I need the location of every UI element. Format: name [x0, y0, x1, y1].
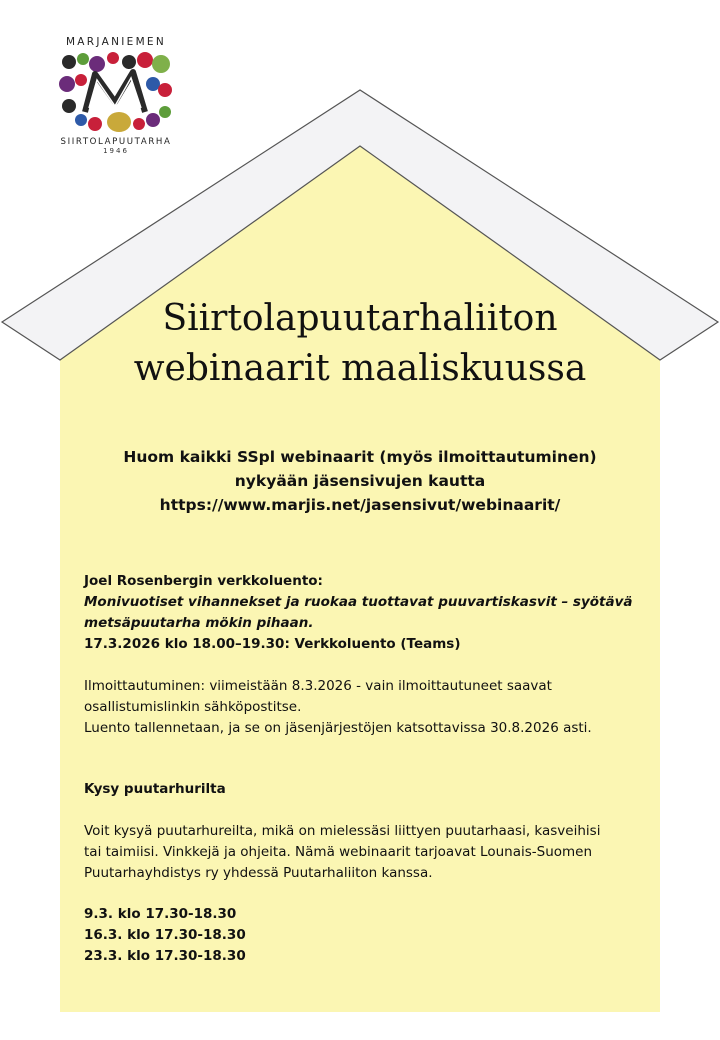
lecture-section: [84, 571, 644, 655]
fruit-monogram-icon: [57, 50, 175, 136]
lecture-subtitle-2: metsäpuutarha mökin pihaan.: [84, 615, 314, 631]
ask-date-3: 23.3. klo 17.30-18.30: [84, 948, 246, 964]
notice-link[interactable]: https://www.marjis.net/jasensivut/webinaarit/: [159, 496, 561, 514]
ask-date-1: 9.3. klo 17.30-18.30: [84, 906, 237, 922]
registration-line-2: osallistumislinkin sähköpostitse.: [84, 699, 302, 715]
logo-year: 1946: [103, 147, 129, 155]
registration-line-1: Ilmoittautuminen: viimeistään 8.3.2026 - vain ilmoittautuneet saavat: [84, 678, 552, 694]
title-line-2: webinaarit maaliskuussa: [133, 348, 587, 389]
logo-name-top: MARJANIEMEN: [65, 36, 167, 48]
organization-logo: [52, 36, 180, 166]
ask-description: [84, 821, 644, 884]
lecture-heading: Joel Rosenbergin verkkoluento:: [84, 573, 323, 589]
recording-note: Luento tallennetaan, ja se on jäsenjärjestöjen katsottavissa 30.8.2026 asti.: [84, 720, 592, 736]
ask-dates: [84, 904, 644, 967]
ask-desc-line-2: tai taimiisi. Vinkkejä ja ohjeita. Nämä webinaarit tarjoavat Lounais-Suomen: [84, 844, 593, 860]
lecture-datetime: 17.3.2026 klo 18.00–19.30: Verkkoluento (Teams): [84, 636, 461, 652]
page-title: [60, 294, 660, 394]
registration-section: [84, 676, 644, 739]
notice-line-2: nykyään jäsensivujen kautta: [234, 472, 486, 490]
logo-name-bottom: SIIRTOLAPUUTARHA: [60, 137, 172, 147]
notice-block: [60, 445, 660, 517]
ask-desc-line-1: Voit kysyä puutarhureilta, mikä on mielessäsi liittyen puutarhaasi, kasveihisi: [84, 823, 601, 839]
lecture-subtitle-1: Monivuotiset vihannekset ja ruokaa tuottavat puuvartiskasvit – syötävä: [84, 594, 633, 610]
notice-line-1: Huom kaikki SSpl webinaarit (myös ilmoittautuminen): [123, 448, 597, 466]
ask-heading-block: [84, 779, 644, 800]
title-line-1: Siirtolapuutarhaliiton: [162, 298, 558, 339]
ask-heading: Kysy puutarhurilta: [84, 781, 226, 797]
ask-date-2: 16.3. klo 17.30-18.30: [84, 927, 246, 943]
ask-desc-line-3: Puutarhayhdistys ry yhdessä Puutarhaliiton kanssa.: [84, 865, 433, 881]
